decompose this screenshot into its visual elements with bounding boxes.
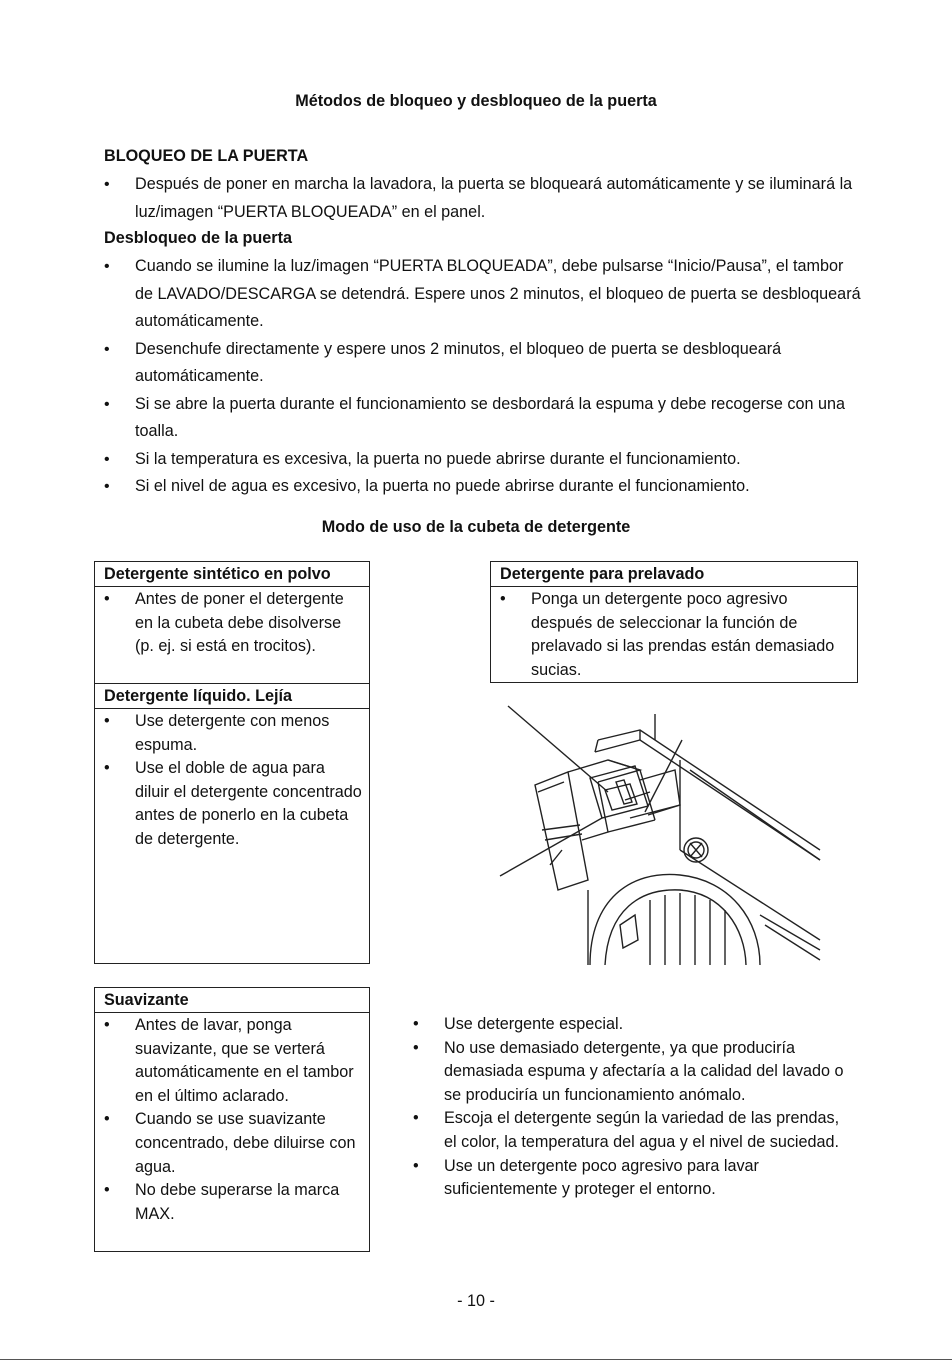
section-title-detergent: Modo de uso de la cubeta de detergente (321, 518, 631, 536)
list-item: • Ponga un detergente poco agresivo después de seleccionar la función de prelavado si las prendas están demasiado sucias. (500, 588, 857, 682)
page-number: - 10 - (457, 1292, 495, 1310)
section-title-door-lock: Métodos de bloqueo y desbloqueo de la puerta (295, 92, 657, 110)
list-item: • No debe superarse la marca MAX. (104, 1179, 369, 1226)
prewash-heading: Detergente para prelavado (491, 562, 857, 587)
unlock-heading: Desbloqueo de la puerta (104, 229, 292, 247)
softener-heading: Suavizante (95, 988, 369, 1013)
softener-list (95, 1013, 369, 1226)
liquid-list (95, 709, 369, 852)
list-item: • Antes de lavar, ponga suavizante, que se verterá automáticamente en el tambor en el último aclarado. (104, 1014, 369, 1108)
list-item: • Use un detergente poco agresivo para lavar suficientemente y proteger el entorno. (413, 1155, 853, 1202)
powder-heading: Detergente sintético en polvo (95, 562, 369, 587)
list-item: • Después de poner en marcha la lavadora, la puerta se bloqueará automáticamente y se iluminará la luz/imagen “PUERTA BLOQUEADA” en el panel. (104, 171, 864, 226)
list-item: • Cuando se use suavizante concentrado, debe diluirse con agua. (104, 1108, 369, 1179)
lock-list (104, 171, 864, 226)
list-item: • Si se abre la puerta durante el funcionamiento se desbordará la espuma y debe recogerse con una toalla. (104, 391, 864, 446)
list-item: • No use demasiado detergente, ya que produciría demasiada espuma y afectaría a la calidad del lavado o se produciría un funcionamiento anómalo. (413, 1037, 853, 1108)
list-item: • Use detergente con menos espuma. (104, 710, 369, 757)
list-item: • Desenchufe directamente y espere unos 2 minutos, el bloqueo de puerta se desbloqueará automáticamente. (104, 336, 864, 391)
powder-list (95, 587, 369, 683)
list-item: • Cuando se ilumine la luz/imagen “PUERTA BLOQUEADA”, debe pulsarse “Inicio/Pausa”, el tambor de LAVADO/DESCARGA se detendrá. Espere unos 2 minutos, el bloqueo de puerta se desbloqueará automáticamente. (104, 253, 864, 336)
lock-heading: BLOQUEO DE LA PUERTA (104, 147, 309, 165)
footer-divider (0, 1359, 952, 1360)
list-item: • Si la temperatura es excesiva, la puerta no puede abrirse durante el funcionamiento. (104, 446, 864, 474)
list-item: • Escoja el detergente según la variedad de las prendas, el color, la temperatura del agua y el nivel de suciedad. (413, 1107, 853, 1154)
list-item: • Use el doble de agua para diluir el detergente concentrado antes de ponerlo en la cubeta de detergente. (104, 757, 369, 851)
detergent-drawer-illustration (490, 700, 830, 965)
list-item: • Si el nivel de agua es excesivo, la puerta no puede abrirse durante el funcionamiento. (104, 473, 864, 501)
detergent-box-powder-liquid (94, 561, 370, 964)
liquid-heading: Detergente líquido. Lejía (95, 683, 369, 709)
detergent-box-prewash (490, 561, 858, 683)
prewash-list (491, 587, 857, 682)
list-item: • Antes de poner el detergente en la cubeta debe disolverse (p. ej. si está en trocitos). (104, 588, 369, 659)
unlock-list (104, 253, 864, 501)
detergent-tips-list (413, 1013, 853, 1202)
list-item: • Use detergente especial. (413, 1013, 853, 1037)
detergent-box-softener (94, 987, 370, 1252)
